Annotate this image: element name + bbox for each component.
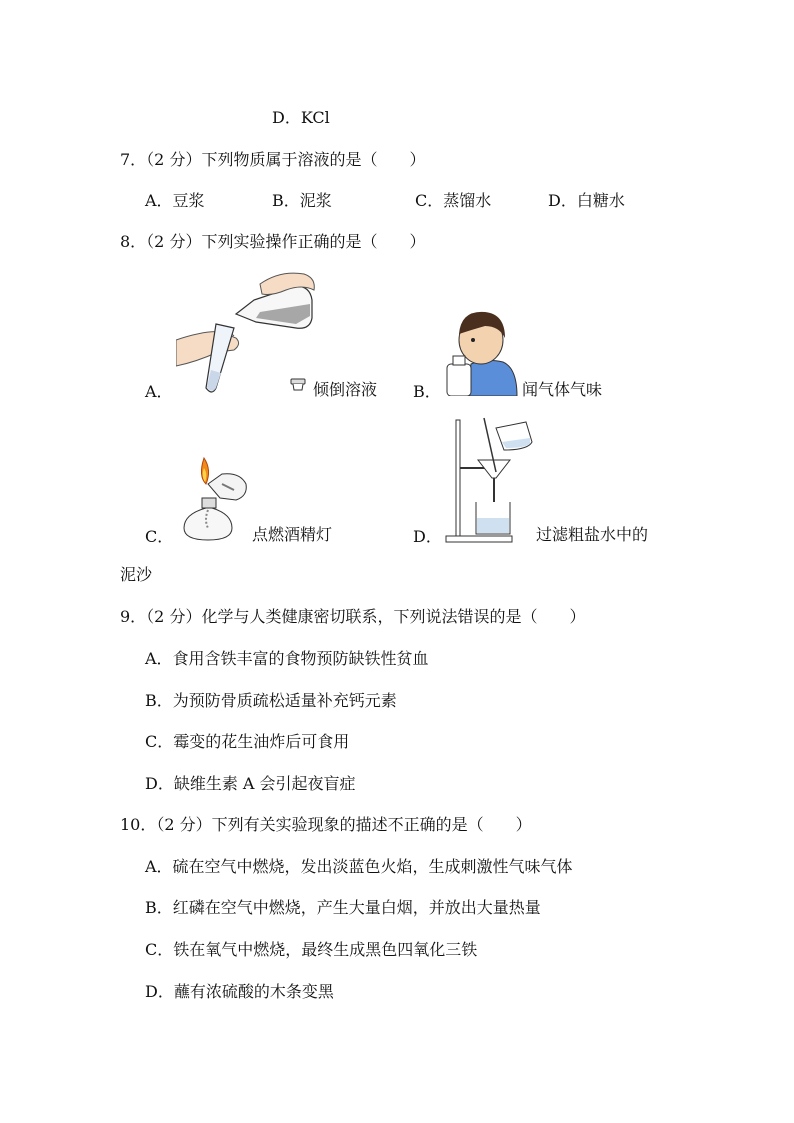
q8-option-b-text: 闻气体气味 xyxy=(522,380,603,399)
q6-option-d: D．KCl xyxy=(272,108,330,127)
q8-option-c-text: 点燃酒精灯 xyxy=(252,525,333,544)
q10-option-b: B．红磷在空气中燃烧，产生大量白烟，并放出大量热量 xyxy=(145,898,541,917)
q7-option-c: C．蒸馏水 xyxy=(415,191,492,210)
q9-option-b: B．为预防骨质疏松适量补充钙元素 xyxy=(145,691,397,710)
q9-option-c: C．霉变的花生油炸后可食用 xyxy=(145,732,350,751)
q10-option-d: D．蘸有浓硫酸的木条变黑 xyxy=(145,982,334,1001)
q8-option-b-letter: B． xyxy=(413,382,441,401)
q8-option-d-text: 过滤粗盐水中的 xyxy=(536,525,649,544)
q10-option-a: A．硫在空气中燃烧，发出淡蓝色火焰，生成刺激性气味气体 xyxy=(145,857,573,876)
q9-option-d: D．缺维生素 A 会引起夜盲症 xyxy=(145,774,356,793)
q7-option-a: A．豆浆 xyxy=(145,191,205,210)
q8-option-a-text: 倾倒溶液 xyxy=(313,380,378,399)
q8-option-c-letter: C． xyxy=(145,527,174,546)
q10-option-c: C．铁在氧气中燃烧，最终生成黑色四氧化三铁 xyxy=(145,940,478,959)
q10-stem: 10．（2 分）下列有关实验现象的描述不正确的是（ ） xyxy=(120,815,532,834)
q8-option-d-text-continued: 泥沙 xyxy=(120,565,153,584)
q7-option-b: B．泥浆 xyxy=(272,191,332,210)
q7-option-d: D．白糖水 xyxy=(548,191,625,210)
alcohol-lamp-illustration xyxy=(178,454,252,544)
q8-option-d-letter: D． xyxy=(413,527,442,546)
q9-stem: 9．（2 分）化学与人类健康密切联系，下列说法错误的是（ ） xyxy=(120,607,586,626)
filtration-setup-illustration xyxy=(444,416,540,544)
bottle-stopper-icon xyxy=(290,378,306,392)
q8-stem: 8．（2 分）下列实验操作正确的是（ ） xyxy=(120,232,426,251)
q7-stem: 7．（2 分）下列物质属于溶液的是（ ） xyxy=(120,150,426,169)
q8-option-a-letter: A． xyxy=(145,382,173,401)
smelling-gas-illustration xyxy=(445,304,519,396)
q9-option-a: A．食用含铁丰富的食物预防缺铁性贫血 xyxy=(145,649,429,668)
